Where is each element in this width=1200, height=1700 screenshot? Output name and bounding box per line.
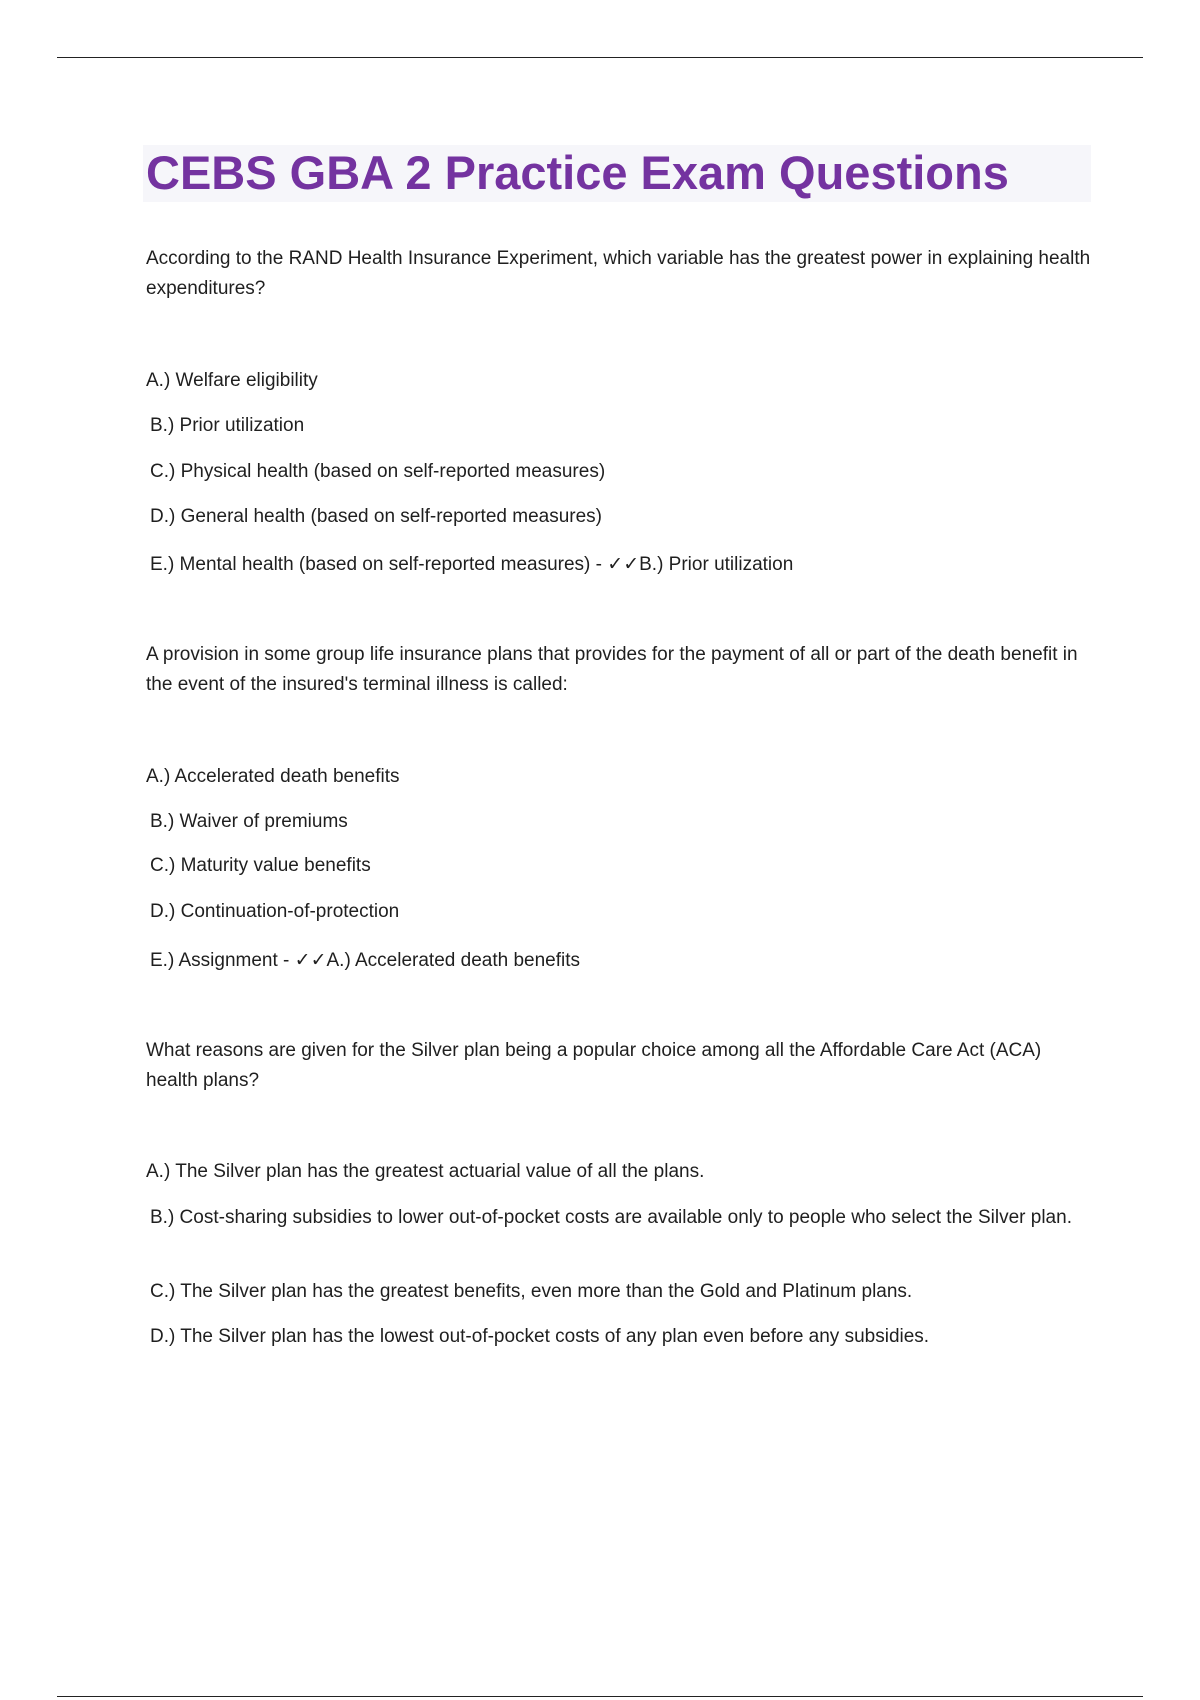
question-2-option-a: A.) Accelerated death benefits <box>146 766 400 787</box>
question-1-option-d: D.) General health (based on self-reported measures) <box>150 506 603 527</box>
top-divider <box>57 57 1143 58</box>
bottom-divider <box>57 1696 1143 1697</box>
question-3-option-a: A.) The Silver plan has the greatest actuarial value of all the plans. <box>146 1161 705 1182</box>
question-3-option-b: B.) Cost-sharing subsidies to lower out-of-pocket costs are available only to people who select the Silver plan. <box>150 1207 1072 1228</box>
question-2-text: A provision in some group life insurance plans that provides for the payment of all or part of the death benefit in the event of the insured's terminal illness is called: <box>146 644 1078 695</box>
question-1-option-b: B.) Prior utilization <box>150 415 305 436</box>
question-1-option-e-answer: E.) Mental health (based on self-reported measures) - ✓✓B.) Prior utilization <box>150 554 794 575</box>
question-3-text: What reasons are given for the Silver plan being a popular choice among all the Affordable Care Act (ACA) health plans? <box>146 1040 1042 1091</box>
question-2-option-c: C.) Maturity value benefits <box>150 855 371 876</box>
page-title: CEBS GBA 2 Practice Exam Questions <box>146 146 1009 199</box>
question-2-option-b: B.) Waiver of premiums <box>150 811 348 832</box>
question-3-option-c: C.) The Silver plan has the greatest benefits, even more than the Gold and Platinum plans. <box>150 1281 913 1302</box>
question-1-text: According to the RAND Health Insurance Experiment, which variable has the greatest power in explaining health expenditures? <box>146 248 1091 299</box>
question-2-option-e-answer: E.) Assignment - ✓✓A.) Accelerated death benefits <box>150 950 580 971</box>
question-1-option-c: C.) Physical health (based on self-reported measures) <box>150 461 606 482</box>
question-2-option-d: D.) Continuation-of-protection <box>150 901 400 922</box>
question-3-option-d: D.) The Silver plan has the lowest out-of-pocket costs of any plan even before any subsidies. <box>150 1326 930 1347</box>
question-1-option-a: A.) Welfare eligibility <box>146 370 318 391</box>
